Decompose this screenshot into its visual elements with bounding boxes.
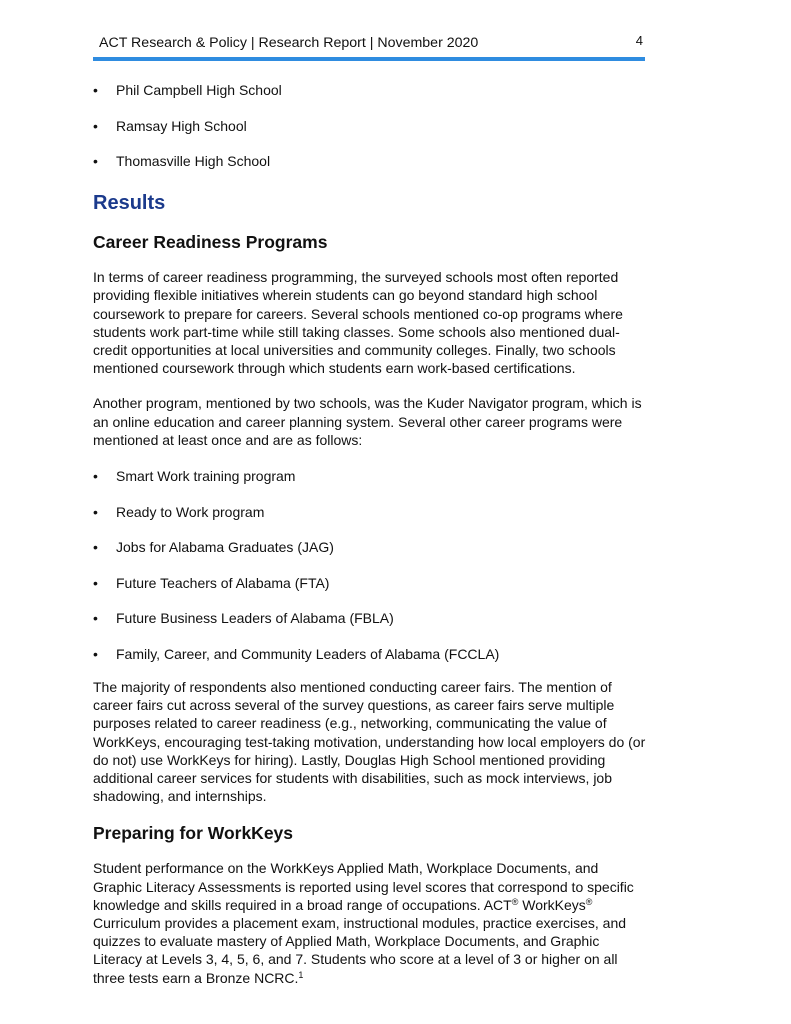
list-item-text: Jobs for Alabama Graduates (JAG) (116, 539, 334, 556)
program-list (93, 466, 648, 664)
list-item-text: Thomasville High School (116, 153, 271, 170)
bullet: • (93, 468, 98, 485)
list-item (93, 608, 648, 628)
list-item-text: Ramsay High School (116, 117, 247, 134)
bullet: • (93, 117, 98, 134)
list-item-text: Family, Career, and Community Leaders of Alabama (FCCLA) (116, 645, 500, 662)
preparing-heading: Preparing for WorkKeys (93, 823, 294, 844)
list-item-text: Future Teachers of Alabama (FTA) (116, 574, 330, 591)
list-item (93, 502, 648, 522)
preparing-paragraph (93, 859, 648, 986)
page-number: 4 (635, 33, 643, 48)
list-item-text: Future Business Leaders of Alabama (FBLA) (116, 610, 394, 627)
list-item-text: Phil Campbell High School (116, 82, 282, 98)
list-item (93, 80, 648, 100)
preparing-text-2: WorkKeys (518, 896, 586, 913)
page-content (93, 80, 648, 987)
preparing-text-3: Curriculum provides a placement exam, instructional modules, practice exercises, and quizzes to evaluate mastery of Applied Math, Workplace Documents, and Graphic Literacy at Levels 3, 4, 5, 6, and 7. Students who score at a level of 3 or higher on all three tests earn a Bronze NCRC. (93, 915, 627, 986)
results-heading: Results (93, 192, 166, 215)
bullet: • (93, 82, 98, 98)
footnote-reference[interactable]: 1 (298, 969, 304, 980)
registered-mark: ® (585, 896, 593, 907)
career-paragraph-1: In terms of career readiness programming, the surveyed schools most often reported providing flexible initiatives wherein students can go beyond standard high school coursework to prepare for careers. Several schools mentioned co-op programs where students work part-time while still taking classes. Some schools also mentioned dual-credit opportunities at local universities and community colleges. Finally, two schools mentioned coursework through which students earn work-based certifications. (93, 269, 623, 377)
bullet: • (93, 539, 98, 556)
header-title: ACT Research & Policy | Research Report | November 2020 (99, 35, 479, 51)
bullet: • (93, 645, 98, 662)
bullet: • (93, 574, 98, 591)
bullet: • (93, 503, 98, 520)
bullet: • (93, 610, 98, 627)
list-item (93, 573, 648, 593)
list-item (93, 644, 648, 664)
bullet: • (93, 153, 98, 170)
list-item-text: Ready to Work program (116, 503, 265, 520)
list-item (93, 466, 648, 486)
list-item (93, 151, 648, 171)
list-item (93, 116, 648, 136)
header-divider (93, 57, 645, 61)
career-paragraph-2: Another program, mentioned by two schools, was the Kuder Navigator program, which is an online education and career planning system. Several other career programs were mentioned at least once and are as follows: (93, 395, 642, 448)
school-list (93, 80, 648, 171)
registered-mark: ® (511, 896, 519, 907)
list-item-text: Smart Work training program (116, 468, 296, 485)
career-paragraph-3: The majority of respondents also mentioned conducting career fairs. The mention of career fairs cut across several of the survey questions, as career fairs serve multiple purposes related to career readiness (e.g., networking, communicating the value of WorkKeys, encouraging test-taking motivation, understanding how local employers do (or do not) use WorkKeys for hiring). Lastly, Douglas High School mentioned providing additional career services for students with disabilities, such as mock interviews, job shadowing, and internships. (93, 678, 646, 805)
page-header (96, 33, 645, 53)
preparing-text-1: Student performance on the WorkKeys Applied Math, Workplace Documents, and Graphic Literacy Assessments is reported using level scores that correspond to specific knowledge and skills required in a broad range of occupations. ACT (93, 860, 634, 913)
career-readiness-heading: Career Readiness Programs (93, 232, 328, 253)
list-item (93, 537, 648, 557)
